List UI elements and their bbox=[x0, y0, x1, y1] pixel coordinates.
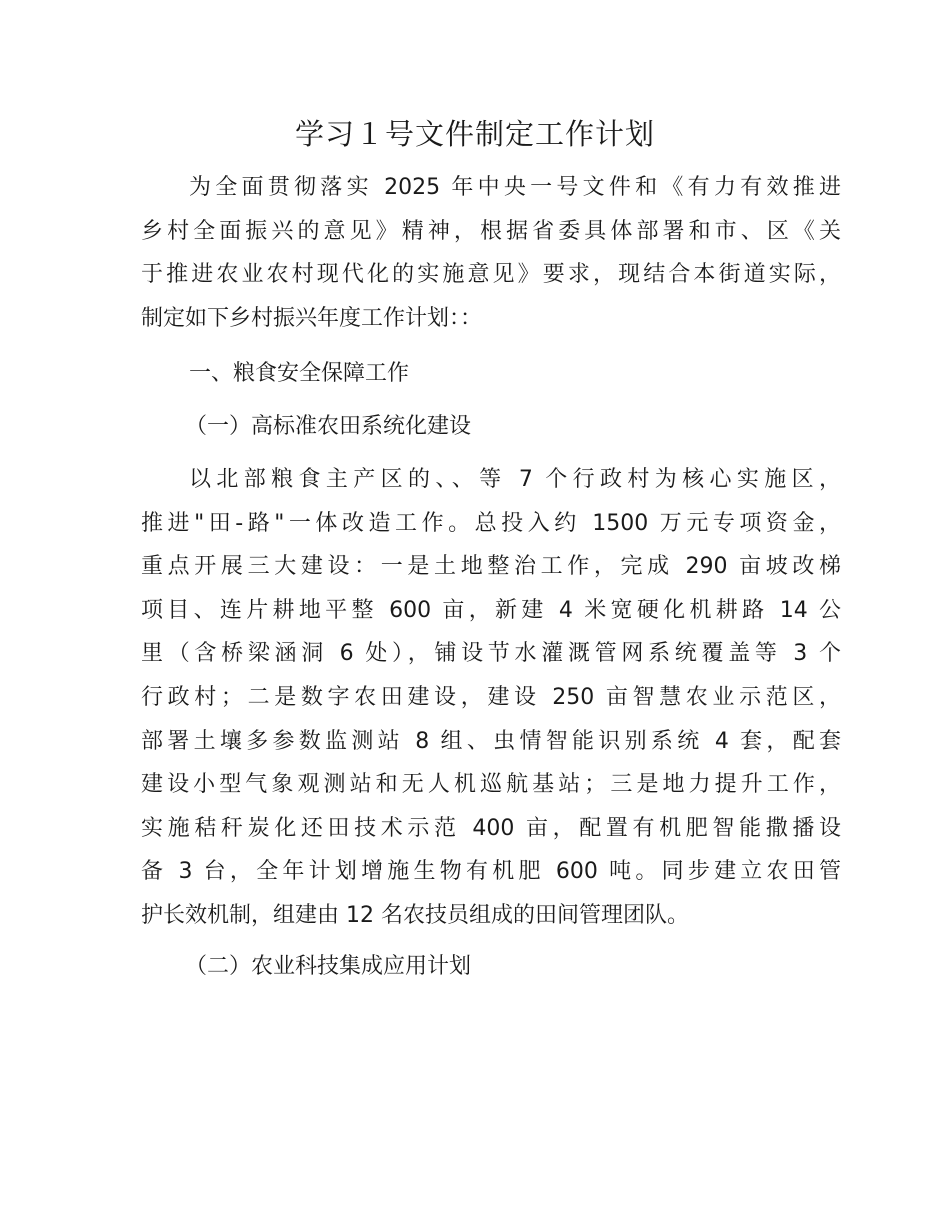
body-line: 里（含桥梁涵洞 6 处），铺设节水灌溉管网系统覆盖等 3 个 bbox=[141, 641, 841, 667]
intro-line: 乡村全面振兴的意见》精神，根据省委具体部署和市、区《关 bbox=[141, 218, 841, 244]
body-line: 建设小型气象观测站和无人机巡航基站；三是地力提升工作， bbox=[141, 772, 841, 798]
body-line: 行政村；二是数字农田建设，建设 250 亩智慧农业示范区， bbox=[141, 684, 841, 710]
document-title: 学习１号文件制定工作计划 bbox=[294, 117, 655, 151]
subsection-2-heading: （二）农业科技集成应用计划 bbox=[185, 954, 472, 979]
section-1-heading-block bbox=[141, 352, 841, 396]
body-line: 重点开展三大建设：一是土地整治工作，完成 290 亩坡改梯 bbox=[141, 554, 841, 580]
section-1-heading: 一、粮食安全保障工作 bbox=[189, 361, 410, 386]
intro-line: 于推进农业农村现代化的实施意见》要求，现结合本街道实际， bbox=[141, 262, 841, 288]
body-line: 项目、连片耕地平整 600 亩，新建 4 米宽硬化机耕路 14 公 bbox=[141, 597, 841, 623]
intro-line: 为全面贯彻落实 2025 年中央一号文件和《有力有效推进 bbox=[189, 175, 841, 200]
subsection-1-heading-block bbox=[141, 405, 841, 449]
subsection-2-heading-block bbox=[141, 945, 841, 989]
body-line: 备 3 台，全年计划增施生物有机肥 600 吨。同步建立农田管 bbox=[141, 859, 841, 885]
body-line: 推进"田-路"一体改造工作。总投入约 1500 万元专项资金， bbox=[141, 510, 841, 536]
body-line: 实施秸秆炭化还田技术示范 400 亩，配置有机肥智能撒播设 bbox=[141, 815, 841, 841]
body-line: 部署土壤多参数监测站 8 组、虫情智能识别系统 4 套，配套 bbox=[141, 728, 841, 754]
subsection-1-paragraph bbox=[141, 458, 841, 938]
subsection-1-heading: （一）高标准农田系统化建设 bbox=[185, 414, 472, 439]
body-line: 以北部粮食主产区的、、等 7 个行政村为核心实施区， bbox=[189, 467, 841, 492]
intro-line: 制定如下乡村振兴年度工作计划：： bbox=[141, 305, 483, 331]
intro-paragraph bbox=[141, 166, 841, 340]
body-line: 护长效机制，组建由 12 名农技员组成的田间管理团队。 bbox=[141, 902, 689, 928]
